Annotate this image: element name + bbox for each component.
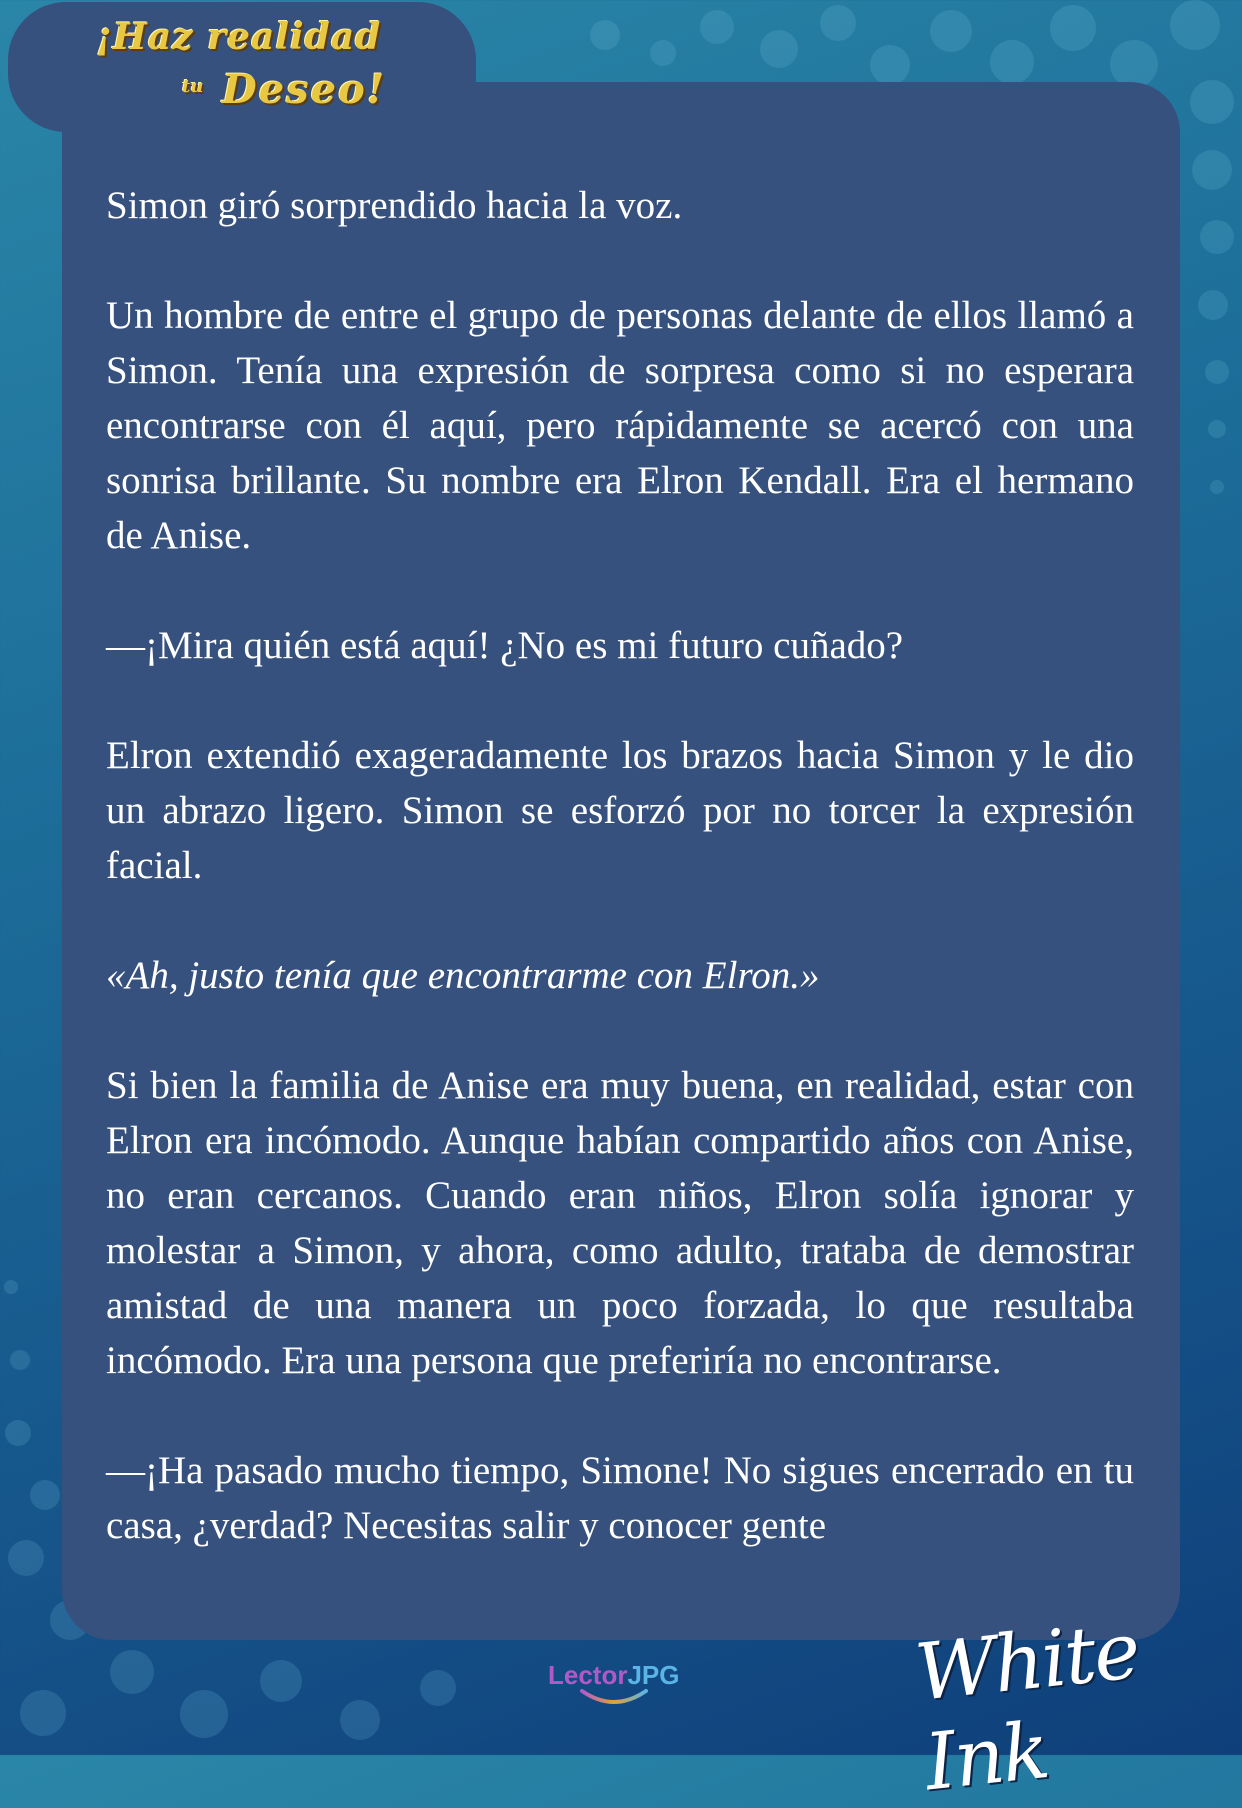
lectorjpg-watermark <box>548 1660 680 1709</box>
paragraph: Un hombre de entre el grupo de personas delante de ellos llamó a Simon. Tenía una expresión de sorpresa como si no esperara encontrarse con él aquí, pero rápidamente se acercó con una sonrisa brillante. Su nombre era Elron Kendall. Era el hermano de Anise. <box>106 294 1134 557</box>
paragraph: —¡Ha pasado mucho tiempo, Simone! No sigues encerrado en tu casa, ¿verdad? Necesitas salir y conocer gente <box>106 1449 1134 1547</box>
logo-line-2: tu <box>182 76 204 97</box>
paragraph: —¡Mira quién está aquí! ¿No es mi futuro cuñado? <box>106 624 904 667</box>
smile-icon <box>564 1687 664 1709</box>
logo-line-3: Deseo! <box>222 66 387 113</box>
logo-line-1: ¡Haz realidad <box>96 16 382 58</box>
story-text <box>106 178 1134 1553</box>
watermark-part-2: JPG <box>627 1660 680 1690</box>
paragraph: Si bien la familia de Anise era muy buena, en realidad, estar con Elron era incómodo. Aunque habían compartido años con Anise, no eran cercanos. Cuando eran niños, Elron solía ignorar y molestar a Simon, y ahora, como adulto, trataba de demostrar amistad de una manera un poco forzada, lo que resultaba incómodo. Era una persona que preferiría no encontrarse. <box>106 1064 1134 1382</box>
white-ink-signature: White Ink <box>911 1606 1143 1808</box>
paragraph: Simon giró sorprendido hacia la voz. <box>106 184 683 227</box>
watermark-part-1: Lector <box>548 1660 628 1690</box>
thought-paragraph: «Ah, justo tenía que encontrarme con Elron.» <box>106 954 820 997</box>
paragraph: Elron extendió exageradamente los brazos hacia Simon y le dio un abrazo ligero. Simon se esforzó por no torcer la expresión facial. <box>106 734 1134 887</box>
brand-logo <box>92 16 392 124</box>
